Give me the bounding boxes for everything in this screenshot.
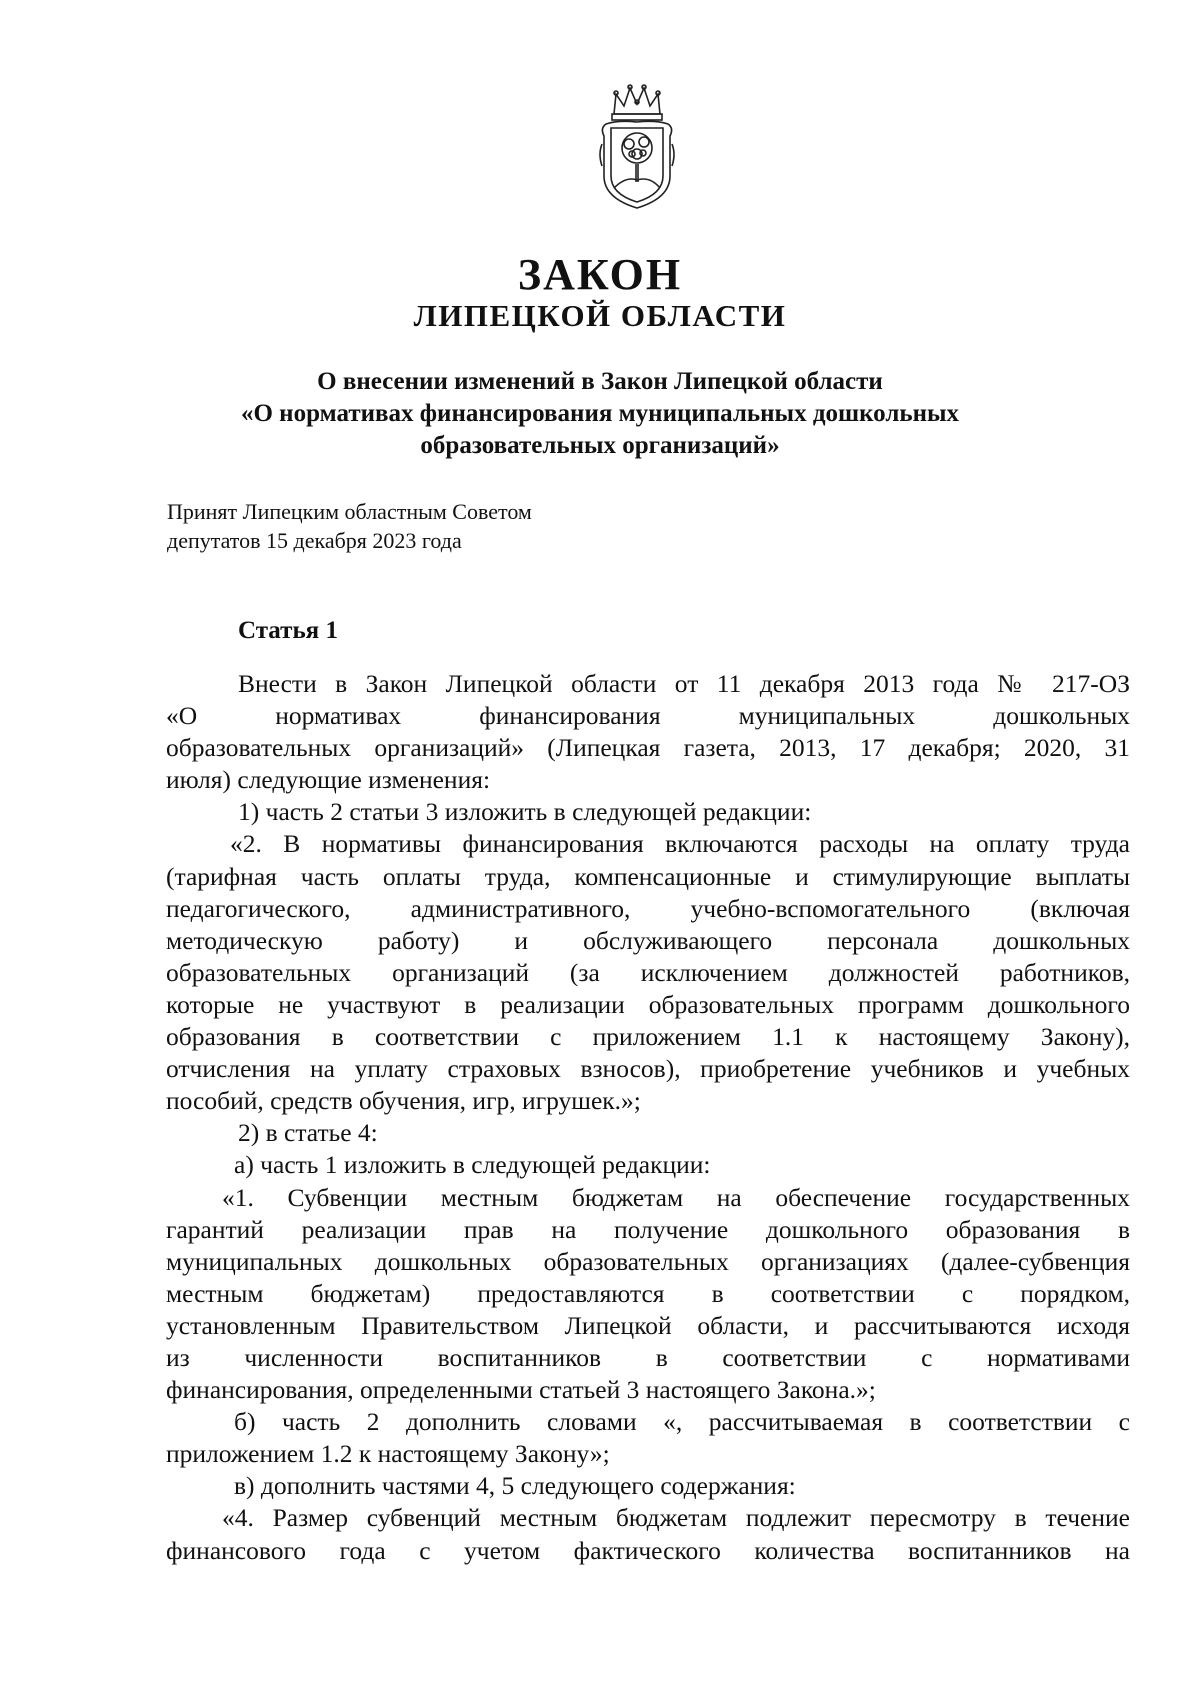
body-line: методическую работу) и обслуживающего персонала дошкольных: [166, 925, 1130, 955]
body-line: 1) часть 2 статьи 3 изложить в следующей редакции:: [238, 797, 812, 827]
law-name-line: образовательных организаций»: [420, 432, 780, 459]
body-line: «О нормативах финансирования муниципальных дошкольных: [166, 701, 1130, 731]
adoption-note-line: депутатов 15 декабря 2023 года: [167, 528, 462, 553]
body-line: июля) следующие изменения:: [166, 765, 491, 795]
law-name-line: «О нормативах финансирования муниципальных дошкольных: [240, 400, 959, 427]
body-line: отчисления на уплату страховых взносов), приобретение учебников и учебных: [166, 1054, 1130, 1084]
body-line: установленным Правительством Липецкой области, и рассчитываются исходя: [166, 1310, 1130, 1340]
body-line: а) часть 1 изложить в следующей редакции:: [234, 1150, 711, 1180]
body-line: (тарифная часть оплаты труда, компенсационные и стимулирующие выплаты: [166, 861, 1130, 891]
body-line: финансового года с учетом фактического количества воспитанников на: [166, 1535, 1130, 1565]
lipetsk-coat-of-arms-icon: [596, 84, 678, 212]
body-line: приложением 1.2 к настоящему Закону»;: [166, 1439, 610, 1469]
body-line: пособий, средств обучения, игр, игрушек.»;: [166, 1086, 641, 1116]
body-line: из численности воспитанников в соответствии с нормативами: [166, 1342, 1130, 1372]
body-line: финансирования, определенными статьей 3 настоящего Закона.»;: [166, 1375, 876, 1405]
body-line: 2) в статье 4:: [238, 1118, 378, 1148]
body-line: образования в соответствии с приложением 1.1 к настоящему Закону),: [166, 1022, 1130, 1052]
body-line: местным бюджетам) предоставляются в соответствии с порядком,: [166, 1278, 1130, 1308]
body-line: «2. В нормативы финансирования включаются расходы на оплату труда: [230, 829, 1130, 859]
adoption-note: [167, 497, 532, 555]
document-title: ЗАКОН: [517, 250, 683, 299]
body-line: которые не участвуют в реализации образовательных программ дошкольного: [166, 989, 1130, 1019]
body-line: «4. Размер субвенций местным бюджетам подлежит пересмотру в течение: [222, 1503, 1130, 1533]
document-subtitle: ЛИПЕЦКОЙ ОБЛАСТИ: [413, 298, 787, 333]
body-line: муниципальных дошкольных образовательных организациях (далее-субвенция: [166, 1246, 1130, 1276]
law-name: [200, 366, 1000, 462]
body-line: образовательных организаций (за исключением должностей работников,: [166, 957, 1130, 987]
body-line: Внести в Закон Липецкой области от 11 декабря 2013 года № 217-ОЗ: [238, 669, 1130, 698]
article-body: [166, 668, 1130, 1567]
body-line: гарантий реализации прав на получение дошкольного образования в: [166, 1214, 1130, 1244]
law-name-line: О внесении изменений в Закон Липецкой области: [317, 368, 883, 395]
article-heading: Статья 1: [238, 617, 338, 644]
body-line: педагогического, административного, учебно-вспомогательного (включая: [166, 893, 1130, 923]
body-line: в) дополнить частями 4, 5 следующего содержания:: [234, 1471, 796, 1501]
adoption-note-line: Принят Липецким областным Советом: [167, 499, 532, 524]
body-line: образовательных организаций» (Липецкая газета, 2013, 17 декабря; 2020, 31: [166, 733, 1130, 763]
body-line: «1. Субвенции местным бюджетам на обеспечение государственных: [222, 1182, 1130, 1212]
body-line: б) часть 2 дополнить словами «, рассчитываемая в соответствии с: [234, 1407, 1130, 1437]
